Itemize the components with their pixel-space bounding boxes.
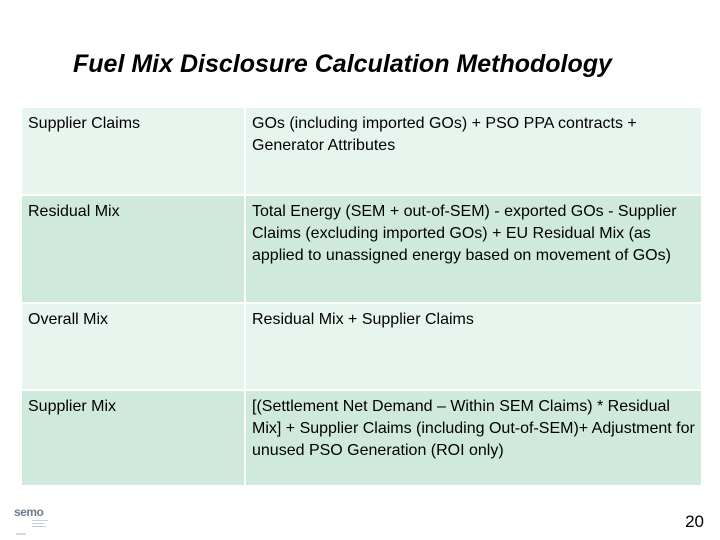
semo-logo: [14, 505, 54, 535]
definition-cell: Residual Mix + Supplier Claims: [245, 303, 702, 390]
page-number: 20: [685, 512, 704, 531]
term-cell: Residual Mix: [21, 195, 245, 303]
logo-accent-mark: [16, 533, 26, 535]
logo-tagline-mark: [32, 526, 46, 527]
methodology-table: [20, 106, 703, 487]
logo-wordmark: semo: [14, 505, 44, 519]
definition-cell: Total Energy (SEM + out-of-SEM) - exported GOs - Supplier Claims (excluding imported GOs) + EU Residual Mix (as applied to unassigned energy based on movement of GOs): [245, 195, 702, 303]
term-cell: Overall Mix: [21, 303, 245, 390]
term-cell: Supplier Mix: [21, 390, 245, 486]
logo-tagline-mark: [32, 523, 44, 524]
definition-cell: [(Settlement Net Demand – Within SEM Claims) * Residual Mix] + Supplier Claims (including Out-of-SEM)+ Adjustment for unused PSO Generation (ROI only): [245, 390, 702, 486]
definition-cell: GOs (including imported GOs) + PSO PPA contracts + Generator Attributes: [245, 107, 702, 195]
logo-tagline-mark: [32, 520, 48, 521]
table-row: [21, 107, 702, 195]
table-row: [21, 195, 702, 303]
table-row: [21, 303, 702, 390]
slide-title: Fuel Mix Disclosure Calculation Methodology: [73, 50, 612, 78]
table-row: [21, 390, 702, 486]
term-cell: Supplier Claims: [21, 107, 245, 195]
